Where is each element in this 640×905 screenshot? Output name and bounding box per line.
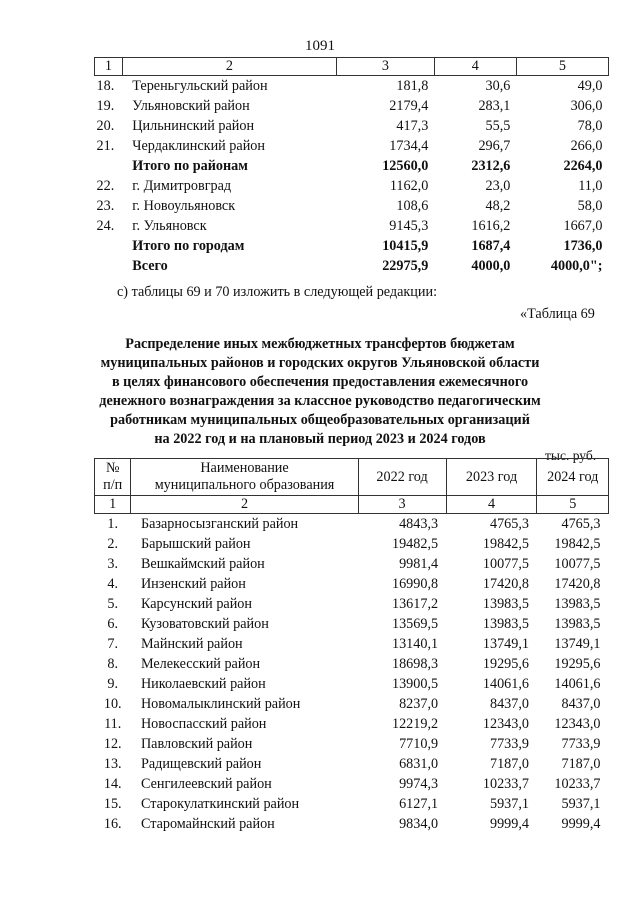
header-year-2023: 2023 год — [446, 459, 537, 496]
district-name: Итого по городам — [132, 238, 245, 254]
row-index: 3. — [107, 556, 119, 572]
value-col4: 2312,6 — [471, 158, 511, 174]
column-number: 2 — [131, 496, 358, 514]
transfers-table — [94, 458, 609, 834]
row-index: 6. — [107, 616, 119, 632]
table1-total-row — [95, 236, 609, 256]
district-name: Новомалыклинский район — [140, 696, 301, 712]
value-col5: 11,0 — [578, 178, 603, 194]
value-col3: 9145,3 — [389, 218, 429, 234]
value-2022: 6831,0 — [399, 756, 439, 772]
district-name: Вешкаймский район — [140, 556, 265, 572]
value-2022: 4843,3 — [399, 516, 439, 532]
district-name: Майнский район — [140, 636, 243, 652]
value-col3: 1734,4 — [389, 138, 429, 154]
row-index: 10. — [103, 696, 122, 712]
table1-row — [95, 116, 609, 136]
value-col4: 296,7 — [478, 138, 511, 154]
row-index: 18. — [96, 78, 115, 94]
table1-header-cell: 1 — [95, 58, 123, 76]
district-name: Мелекесский район — [140, 656, 261, 672]
value-2022: 16990,8 — [391, 576, 439, 592]
value-col5: 306,0 — [570, 98, 603, 114]
value-col3: 417,3 — [396, 118, 429, 134]
value-2022: 19482,5 — [391, 536, 439, 552]
table2-row — [95, 774, 609, 794]
table1-header-row — [95, 58, 609, 76]
table2-row — [95, 574, 609, 594]
row-index — [95, 256, 123, 276]
value-col5: 78,0 — [577, 118, 603, 134]
table2-header-row — [95, 459, 609, 496]
value-2024: 14061,6 — [554, 676, 601, 692]
value-col3: 1162,0 — [389, 178, 429, 194]
row-index: 24. — [96, 218, 115, 234]
row-index: 19. — [96, 98, 115, 114]
table1-total-row — [95, 256, 609, 276]
value-2023: 17420,8 — [482, 576, 529, 592]
value-2023: 7733,9 — [489, 736, 529, 752]
table1-row — [95, 136, 609, 156]
table1-header-cell: 3 — [337, 58, 435, 76]
row-index: 5. — [107, 596, 119, 612]
district-name: г. Димитровград — [132, 178, 232, 194]
row-index: 23. — [96, 198, 115, 214]
value-2022: 9974,3 — [399, 776, 439, 792]
table2-row — [95, 514, 609, 535]
header-name-col — [131, 459, 358, 496]
value-col3: 10415,9 — [382, 238, 429, 254]
value-2024: 10233,7 — [554, 776, 601, 792]
value-2023: 14061,6 — [482, 676, 529, 692]
column-number: 5 — [537, 496, 609, 514]
value-2023: 19842,5 — [482, 536, 529, 552]
title-line: Распределение иных межбюджетных трансфертов бюджетам — [125, 336, 515, 352]
section-title — [70, 335, 570, 449]
table2-row — [95, 754, 609, 774]
table1-row — [95, 176, 609, 196]
value-2022: 7710,9 — [399, 736, 439, 752]
district-name: Инзенский район — [140, 576, 246, 592]
district-name: Старокулаткинский район — [140, 796, 300, 812]
district-name: Сенгилеевский район — [140, 776, 272, 792]
value-col5: 266,0 — [570, 138, 603, 154]
header-year-2024: 2024 год — [537, 459, 609, 496]
table2-row — [95, 554, 609, 574]
value-col4: 1616,2 — [471, 218, 511, 234]
table-reference: «Таблица 69 — [520, 306, 595, 322]
district-name: Новоспасский район — [140, 716, 267, 732]
value-col5: 2264,0 — [563, 158, 603, 174]
row-index: 13. — [103, 756, 122, 772]
table2-row — [95, 714, 609, 734]
row-index: 4. — [107, 576, 119, 592]
value-col4: 30,6 — [485, 78, 511, 94]
value-2022: 8237,0 — [399, 696, 439, 712]
value-2024: 13983,5 — [554, 616, 601, 632]
amendment-paragraph: с) таблицы 69 и 70 изложить в следующей редакции: — [117, 284, 438, 300]
value-2024: 8437,0 — [561, 696, 601, 712]
value-col5: 1667,0 — [563, 218, 603, 234]
table1-total-row — [95, 156, 609, 176]
row-index: 9. — [107, 676, 119, 692]
header-number-line: № — [105, 460, 120, 476]
value-2022: 13569,5 — [391, 616, 439, 632]
column-number: 4 — [446, 496, 537, 514]
value-2024: 7733,9 — [561, 736, 601, 752]
value-2022: 6127,1 — [399, 796, 439, 812]
table2-row — [95, 814, 609, 834]
units-label: тыс. руб. — [545, 448, 597, 463]
row-index — [95, 236, 123, 256]
district-name: Павловский район — [140, 736, 253, 752]
value-2022: 9834,0 — [399, 816, 439, 832]
district-name: Цильнинский район — [132, 118, 255, 134]
row-index: 16. — [103, 816, 122, 832]
value-2024: 12343,0 — [554, 716, 601, 732]
table2-row — [95, 614, 609, 634]
district-name: Всего — [132, 258, 168, 274]
value-col4: 55,5 — [485, 118, 511, 134]
district-name: Ульяновский район — [132, 98, 250, 114]
district-name: Барышский район — [140, 536, 251, 552]
value-col5: 4000,0"; — [550, 258, 603, 274]
value-col3: 2179,4 — [389, 98, 429, 114]
value-2023: 4765,3 — [489, 516, 529, 532]
table2-row — [95, 694, 609, 714]
table1-row — [95, 216, 609, 236]
value-col3: 108,6 — [396, 198, 429, 214]
row-index: 7. — [107, 636, 119, 652]
column-number: 1 — [95, 496, 131, 514]
district-name: Радищевский район — [140, 756, 262, 772]
value-2022: 18698,3 — [391, 656, 439, 672]
value-2023: 8437,0 — [489, 696, 529, 712]
row-index: 15. — [103, 796, 122, 812]
table2-column-numbers-row — [95, 496, 609, 514]
district-name: Старомайнский район — [140, 816, 275, 832]
row-index: 2. — [107, 536, 119, 552]
column-number: 3 — [358, 496, 446, 514]
value-2023: 10077,5 — [482, 556, 529, 572]
value-2022: 13617,2 — [391, 596, 439, 612]
table2-row — [95, 794, 609, 814]
table2-body — [95, 514, 609, 835]
value-col4: 48,2 — [485, 198, 511, 214]
table2-row — [95, 734, 609, 754]
district-name: Кузоватовский район — [140, 616, 269, 632]
row-index: 14. — [103, 776, 122, 792]
title-line: работникам муниципальных общеобразовательных организаций — [110, 412, 530, 428]
value-2022: 13140,1 — [391, 636, 439, 652]
row-index: 22. — [96, 178, 115, 194]
value-2024: 5937,1 — [561, 796, 601, 812]
value-2023: 5937,1 — [489, 796, 529, 812]
table1-body — [95, 76, 609, 277]
table2-row — [95, 654, 609, 674]
value-2024: 7187,0 — [561, 756, 601, 772]
row-index: 11. — [104, 716, 122, 732]
value-2023: 12343,0 — [482, 716, 529, 732]
value-2023: 7187,0 — [489, 756, 529, 772]
value-col5: 58,0 — [577, 198, 603, 214]
value-2022: 9981,4 — [399, 556, 439, 572]
value-2022: 13900,5 — [391, 676, 439, 692]
district-name: Чердаклинский район — [132, 138, 265, 154]
table1-row — [95, 96, 609, 116]
district-name: г. Новоульяновск — [132, 198, 236, 214]
row-index: 12. — [103, 736, 122, 752]
table1-row — [95, 76, 609, 97]
value-2024: 9999,4 — [561, 816, 601, 832]
value-2024: 4765,3 — [561, 516, 601, 532]
value-2024: 19842,5 — [554, 536, 601, 552]
district-name: Карсунский район — [140, 596, 252, 612]
value-col4: 1687,4 — [471, 238, 511, 254]
row-index: 8. — [107, 656, 119, 672]
value-2024: 10077,5 — [554, 556, 601, 572]
value-2023: 13749,1 — [482, 636, 529, 652]
table2-row — [95, 594, 609, 614]
district-name: Николаевский район — [140, 676, 266, 692]
value-col3: 22975,9 — [382, 258, 429, 274]
value-2023: 19295,6 — [482, 656, 529, 672]
header-name-line: муниципального образования — [154, 477, 335, 493]
page-number: 1091 — [305, 38, 335, 54]
title-line: муниципальных районов и городских округов Ульяновской области — [100, 355, 540, 371]
district-name: г. Ульяновск — [132, 218, 207, 234]
header-name-line: Наименование — [200, 460, 289, 476]
value-col3: 181,8 — [396, 78, 429, 94]
district-name: Итого по районам — [132, 158, 248, 174]
header-year-2022: 2022 год — [358, 459, 446, 496]
value-col3: 12560,0 — [382, 158, 429, 174]
value-col4: 23,0 — [485, 178, 511, 194]
value-2024: 17420,8 — [554, 576, 601, 592]
value-col5: 49,0 — [577, 78, 603, 94]
table1-row — [95, 196, 609, 216]
value-2024: 13749,1 — [554, 636, 601, 652]
table2-row — [95, 534, 609, 554]
value-col5: 1736,0 — [563, 238, 603, 254]
table1-header-cell: 4 — [434, 58, 516, 76]
value-2022: 12219,2 — [391, 716, 439, 732]
value-2023: 13983,5 — [482, 596, 529, 612]
district-totals-table — [94, 57, 609, 276]
row-index: 20. — [96, 118, 115, 134]
title-line: на 2022 год и на плановый период 2023 и 2024 годов — [154, 431, 486, 447]
header-number-line: п/п — [103, 477, 123, 493]
header-number-col — [95, 459, 131, 496]
row-index: 1. — [107, 516, 119, 532]
table1-header-cell: 2 — [122, 58, 336, 76]
value-2023: 13983,5 — [482, 616, 529, 632]
value-2024: 19295,6 — [554, 656, 601, 672]
title-line: в целях финансового обеспечения предоставления ежемесячного — [111, 374, 529, 390]
value-col4: 283,1 — [478, 98, 511, 114]
table2-row — [95, 634, 609, 654]
value-2024: 13983,5 — [554, 596, 601, 612]
value-2023: 9999,4 — [489, 816, 529, 832]
district-name: Базарносызганский район — [140, 516, 299, 532]
row-index — [95, 156, 123, 176]
district-name: Тереньгульский район — [132, 78, 268, 94]
title-line: денежного вознаграждения за классное руководство педагогическим — [99, 393, 541, 409]
value-col4: 4000,0 — [471, 258, 511, 274]
table2-row — [95, 674, 609, 694]
row-index: 21. — [96, 138, 115, 154]
value-2023: 10233,7 — [482, 776, 529, 792]
table1-header-cell: 5 — [516, 58, 608, 76]
